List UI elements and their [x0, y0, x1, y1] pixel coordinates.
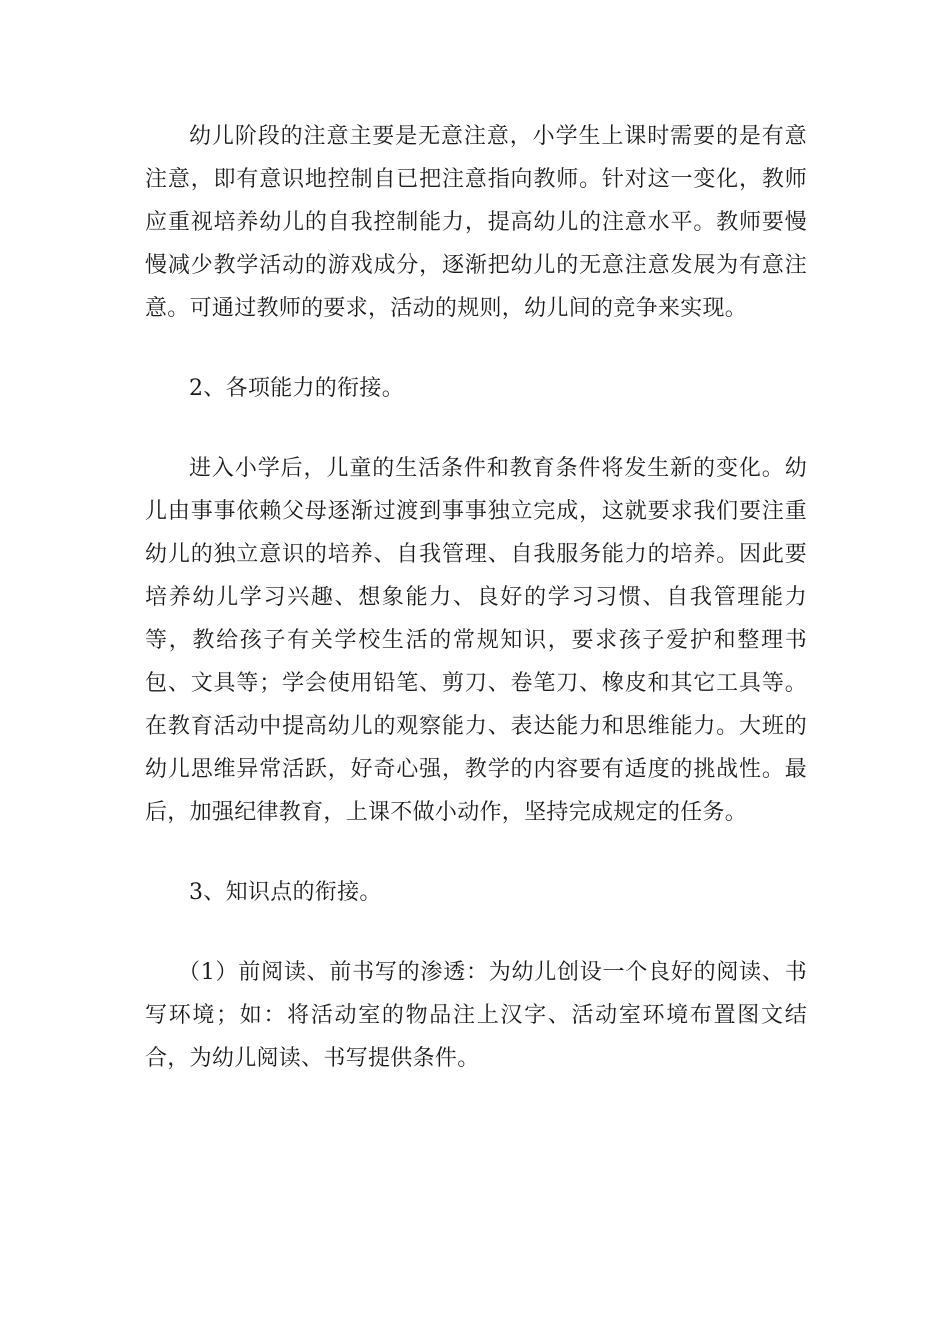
paragraph-gap	[145, 410, 807, 447]
section-heading-abilities: 2、各项能力的衔接。	[189, 376, 404, 401]
paragraph-reading-writing: （1）前阅读、前书写的渗透：为幼儿创设一个良好的阅读、书写环境；如：将活动室的物品注上汉字、活动室环境布置图文结合，为幼儿阅读、书写提供条件。	[145, 960, 807, 1071]
document-body	[145, 115, 807, 1080]
paragraph-gap	[145, 834, 807, 871]
paragraph-attention: 幼儿阶段的注意主要是无意注意，小学生上课时需要的是有意注意，即有意识地控制自已把注意指向教师。针对这一变化，教师应重视培养幼儿的自我控制能力，提高幼儿的注意水平。教师要慢慢减少教学活动的游戏成分，逐渐把幼儿的无意注意发展为有意注意。可通过教师的要求，活动的规则，幼儿间的竞争来实现。	[145, 124, 807, 321]
paragraph-gap	[145, 330, 807, 367]
section-heading-knowledge: 3、知识点的衔接。	[189, 880, 382, 905]
paragraph-gap	[145, 914, 807, 951]
paragraph-abilities: 进入小学后，儿童的生活条件和教育条件将发生新的变化。幼儿由事事依赖父母逐渐过渡到事事独立完成，这就要求我们要注重幼儿的独立意识的培养、自我管理、自我服务能力的培养。因此要培养幼儿学习兴趣、想象能力、良好的学习习惯、自我管理能力等，教给孩子有关学校生活的常规知识，要求孩子爱护和整理书包、文具等；学会使用铅笔、剪刀、卷笔刀、橡皮和其它工具等。在教育活动中提高幼儿的观察能力、表达能力和思维能力。大班的幼儿思维异常活跃，好奇心强，教学的内容要有适度的挑战性。最后，加强纪律教育，上课不做小动作，坚持完成规定的任务。	[145, 456, 807, 825]
